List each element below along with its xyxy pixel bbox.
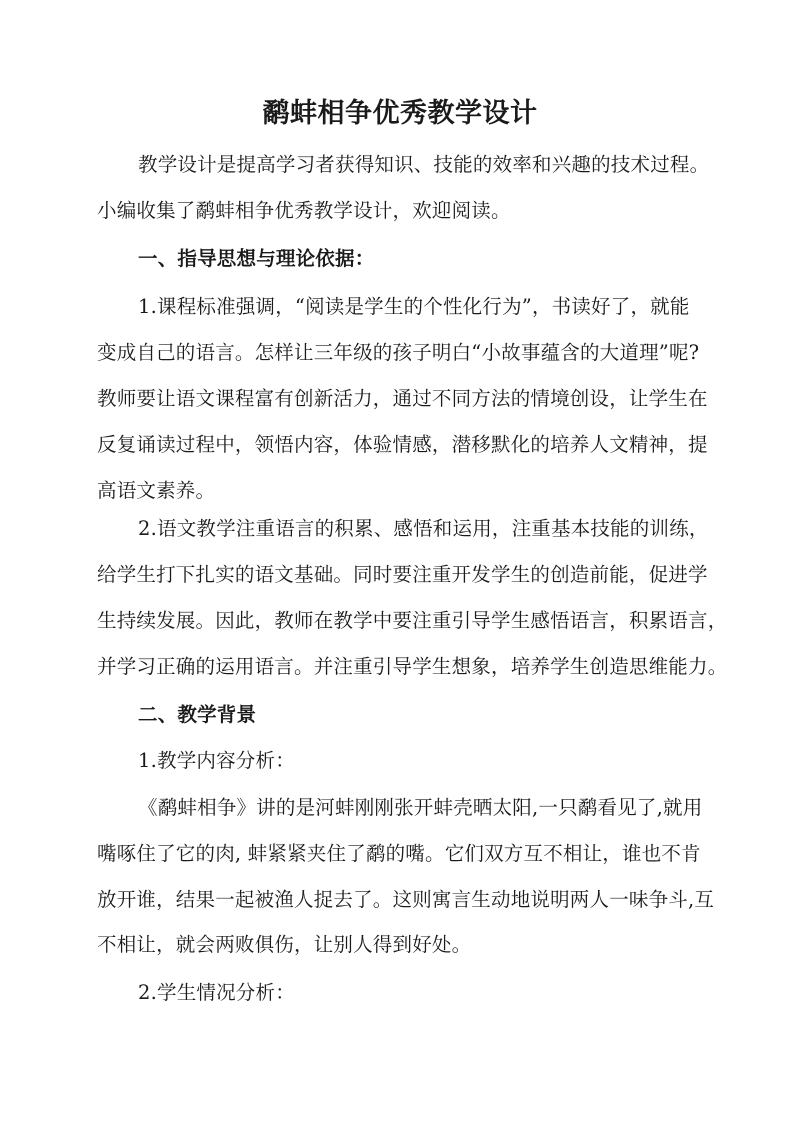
section-heading: 二、教学背景 [138, 703, 257, 726]
paragraph-line: 《鹬蚌相争》讲的是河蚌刚刚张开蚌壳晒太阳,一只鹬看见了,就用 [138, 796, 703, 819]
intro-line: 教学设计是提高学习者获得知识、技能的效率和兴趣的技术过程。 [138, 153, 710, 176]
paragraph-line: 放开谁，结果一起被渔人捉去了。这则寓言生动地说明两人一味争斗,互 [97, 888, 715, 911]
paragraph-line: 生持续发展。因此，教师在教学中要注重引导学生感悟语言，积累语言， [97, 609, 728, 632]
subheading: 1.教学内容分析： [138, 749, 295, 772]
intro-line: 小编收集了鹬蚌相争优秀教学设计，欢迎阅读。 [97, 199, 511, 222]
paragraph-line: 1.课程标准强调，“阅读是学生的个性化行为”，书读好了，就能 [138, 295, 690, 318]
document-title: 鹬蚌相争优秀教学设计 [262, 98, 538, 129]
paragraph-line: 变成自己的语言。怎样让三年级的孩子明白“小故事蕴含的大道理”呢? [97, 341, 700, 364]
paragraph-line: 不相让，就会两败俱伤，让别人得到好处。 [97, 933, 472, 956]
subheading: 2.学生情况分析： [138, 981, 295, 1004]
paragraph-line: 高语文素养。 [97, 479, 216, 502]
paragraph-line: 并学习正确的运用语言。并注重引导学生想象，培养学生创造思维能力。 [97, 655, 728, 678]
paragraph-line: 反复诵读过程中，领悟内容，体验情感，潜移默化的培养人文精神，提 [97, 433, 708, 456]
section-heading: 一、指导思想与理论依据： [138, 247, 375, 270]
paragraph-line: 嘴啄住了它的肉, 蚌紧紧夹住了鹬的嘴。它们双方互不相让，谁也不肯 [97, 842, 701, 865]
paragraph-line: 2.语文教学注重语言的积累、感悟和运用，注重基本技能的训练， [138, 517, 709, 540]
paragraph-line: 给学生打下扎实的语文基础。同时要注重开发学生的创造前能，促进学 [97, 563, 708, 586]
paragraph-line: 教师要让语文课程富有创新活力，通过不同方法的情境创设，让学生在 [97, 387, 708, 410]
